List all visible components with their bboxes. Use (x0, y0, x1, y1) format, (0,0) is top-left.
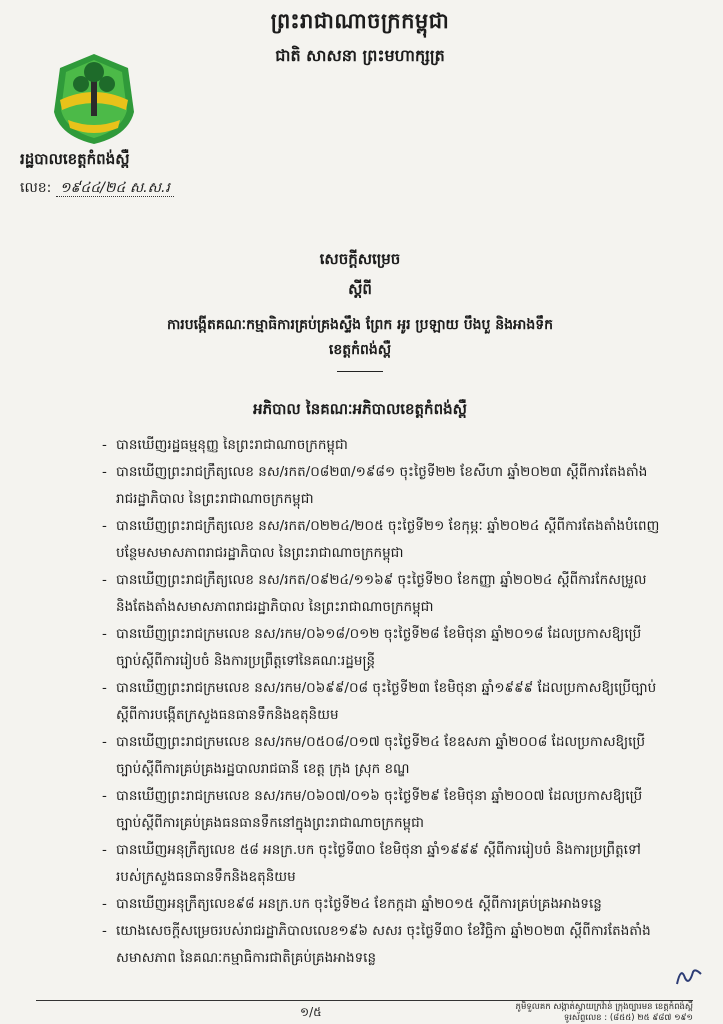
list-item: - បានឃើញព្រះរាជក្រមលេខ នស/រកម/០៥០៨/០១៧ ចុះថ្ងៃទី២៤ ខែឧសភា ឆ្នាំ២០០៨ ដែលប្រកាសឱ្យប្រើច្បាប់ស្តីពីការគ្រប់គ្រងរដ្ឋបាលរាជធានី ខេត្ត ក្រុង ស្រុក ខណ្ឌ (100, 729, 660, 783)
list-item: - បានឃើញព្រះរាជក្រមលេខ នស/រកម/០៦០៧/០១៦ ចុះថ្ងៃទី២៩ ខែមិថុនា ឆ្នាំ២០០៧ ដែលប្រកាសឱ្យប្រើច្បាប់ស្តីពីការគ្រប់គ្រងធនធានទឹកនៅក្នុងព្រះរាជាណាចក្រកម្ពុជា (100, 783, 660, 837)
list-item: - បានឃើញព្រះរាជក្រឹត្យលេខ នស/រកត/០៨២៣/១៩៨១ ចុះថ្ងៃទី២២ ខែសីហា ឆ្នាំ២០២៣ ស្តីពីការតែងតាំងរាជរដ្ឋាភិបាល នៃព្រះរាជាណាចក្រកម្ពុជា (100, 459, 660, 513)
reference-label: លេខ: (20, 180, 52, 196)
phone-line: ទូរស័ព្ទលេខ : (៨៥៥) ២៥ ៩៨៧ ១៩១ (563, 1013, 693, 1023)
governor-heading: អភិបាល នៃគណៈអភិបាលខេត្តកំពង់ស្ពឺ (253, 400, 467, 418)
list-item: - បានឃើញព្រះរាជក្រឹត្យលេខ នស/រកត/០២២៤/២០៥ ចុះថ្ងៃទី២១ ខែកុម្ភៈ ឆ្នាំ២០២៤ ស្តីពីការតែងតាំងបំពេញបន្ថែមសមាសភាពរាជរដ្ឋាភិបាល នៃព្រះរាជាណាចក្រកម្ពុជា (100, 513, 660, 567)
issuing-authority: រដ្ឋបាលខេត្តកំពង់ស្ពឺ (20, 150, 130, 168)
list-item: - បានឃើញរដ្ឋធម្មនុញ្ញ នៃព្រះរាជាណាចក្រកម្ពុជា (100, 432, 660, 459)
reference-value: ១៩៤៤/២៤ ស.ស.រ (56, 180, 174, 197)
list-item: - យោងសេចក្តីសម្រេចរបស់រាជរដ្ឋាភិបាលលេខ១៩៦ សសរ ចុះថ្ងៃទី៣០ ខែវិច្ឆិកា ឆ្នាំ២០២៣ ស្តីពីការតែងតាំងសមាសភាព នៃគណៈកម្មាធិការជាតិគ្រប់គ្រងអាងទន្លេ (100, 918, 660, 972)
page-number: ១/៥ (300, 1005, 322, 1019)
provincial-emblem-icon (48, 50, 140, 146)
title-regarding: ស្តីពី (348, 280, 372, 298)
list-item: - បានឃើញអនុក្រឹត្យលេខ ៥៨ អនក្រ.បក ចុះថ្ងៃទី៣០ ខែមិថុនា ឆ្នាំ១៩៩៩ ស្តីពីការរៀបចំ និងការប្រព្រឹត្តទៅរបស់ក្រសួងធនធានទឹកនិងឧតុនិយម (100, 837, 660, 891)
list-item: - បានឃើញព្រះរាជក្រឹត្យលេខ នស/រកត/០៩២៤/១១៦៩ ចុះថ្ងៃទី២០ ខែកញ្ញា ឆ្នាំ២០២៤ ស្តីពីការកែសម្រួលនិងតែងតាំងសមាសភាពរាជរដ្ឋាភិបាល នៃព្រះរាជាណាចក្រកម្ពុជា (100, 567, 660, 621)
title-subject: ការបង្កើតគណៈកម្មាធិការគ្រប់គ្រងស្ទឹង ព្រែក អូរ ប្រឡាយ បឹងបួ និងអាងទឹក (166, 317, 554, 333)
address-line: ភូមិទួលគក សង្កាត់ស្វាយក្រវ៉ាន់ ក្រុងច្បារមន ខេត្តកំពង់ស្ពឺ (515, 1002, 693, 1012)
list-item: - បានឃើញព្រះរាជក្រមលេខ នស/រកម/០៦១៨/០១២ ចុះថ្ងៃទី២៨ ខែមិថុនា ឆ្នាំ២០១៨ ដែលប្រកាសឱ្យប្រើច្បាប់ស្តីពីការរៀបចំ និងការប្រព្រឹត្តទៅនៃគណៈរដ្ឋមន្ត្រី (100, 621, 660, 675)
footer-address (516, 1002, 693, 1024)
reference-number (20, 178, 174, 199)
legal-references-list (100, 432, 660, 972)
initial-signature-icon (675, 964, 703, 993)
list-item: - បានឃើញព្រះរាជក្រមលេខ នស/រកម/០៦៩៩/០៨ ចុះថ្ងៃទី២៣ ខែមិថុនា ឆ្នាំ១៩៩៩ ដែលប្រកាសឱ្យប្រើច្បាប់ស្តីពីការបង្កើតក្រសួងធនធានទឹកនិងឧតុនិយម (100, 675, 660, 729)
title-decision: សេចក្តីសម្រេច (319, 250, 401, 268)
national-motto: ជាតិ សាសនា ព្រះមហាក្សត្រ (275, 46, 445, 65)
title-divider (337, 371, 383, 372)
list-item: - បានឃើញអនុក្រឹត្យលេខ៩៨ អនក្រ.បក ចុះថ្ងៃទី២៤ ខែកក្កដា ឆ្នាំ២០១៥ ស្តីពីការគ្រប់គ្រងអាងទន្លេ (100, 891, 660, 918)
title-province: ខេត្តកំពង់ស្ពឺ (328, 342, 392, 358)
footer-divider (36, 1000, 693, 1001)
kingdom-header (190, 8, 530, 69)
kingdom-title: ព្រះរាជាណាចក្រកម្ពុជា (270, 9, 450, 33)
document-title (60, 250, 660, 372)
